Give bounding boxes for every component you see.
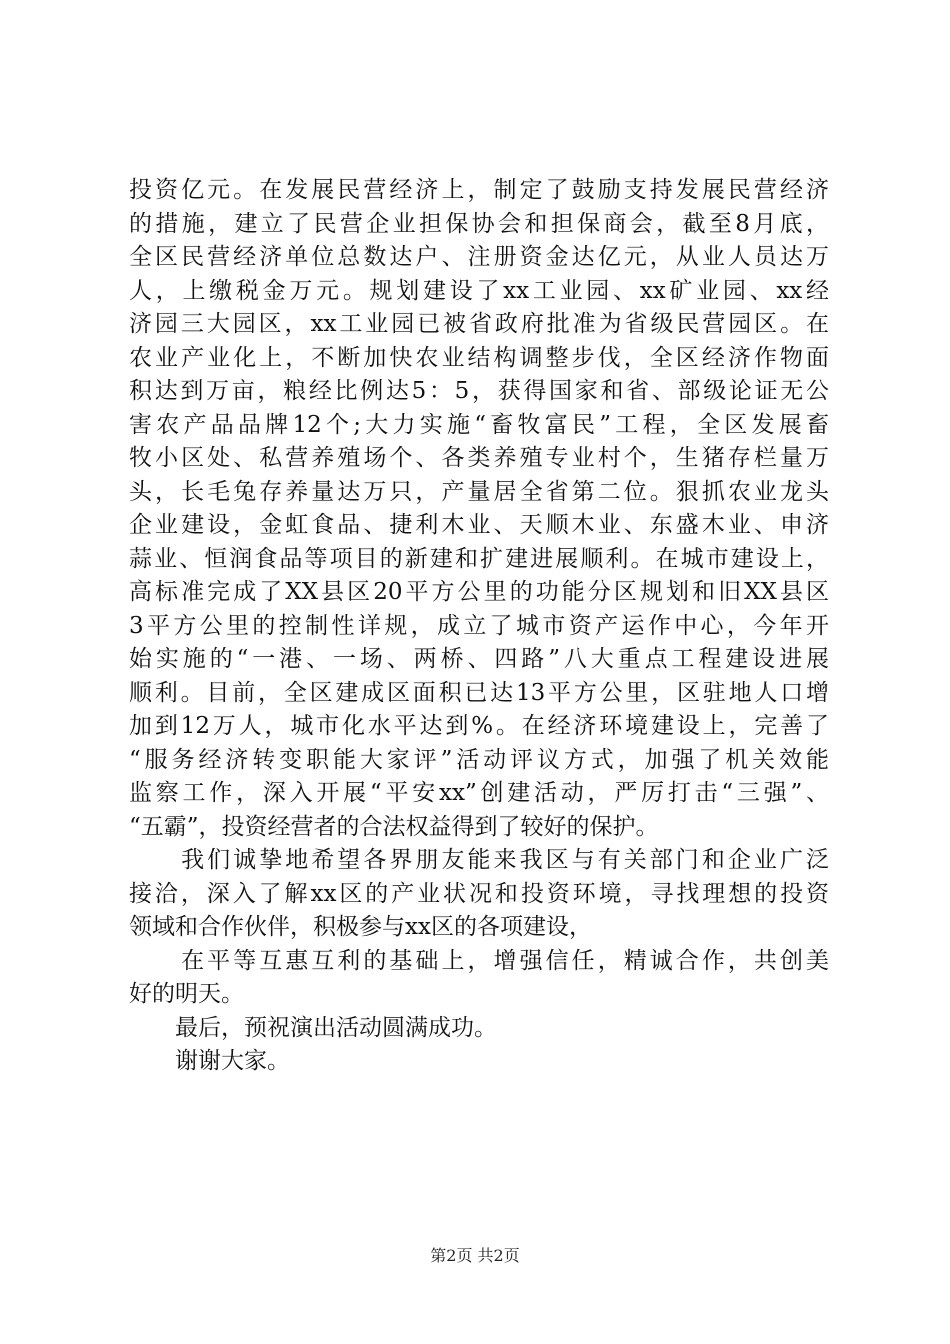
text-line: 农业产业化上，不断加快农业结构调整步伐，全区经济作物面 xyxy=(129,344,829,371)
text-line: 谢谢大家。 xyxy=(129,1048,290,1074)
text-line: 领域和合作伙伴，积极参与xx区的各项建设， xyxy=(129,914,592,940)
page-footer: 第2页 共2页 xyxy=(430,1246,520,1265)
text-line: 的措施，建立了民营企业担保协会和担保商会，截至8月底， xyxy=(129,210,829,237)
text-line: 我们诚挚地希望各界朋友能来我区与有关部门和企业广泛 xyxy=(129,847,829,873)
text-line: 最后，预祝演出活动圆满成功。 xyxy=(129,1014,497,1041)
text-line: 在平等互惠互利的基础上，增强信任，精诚合作，共创美 xyxy=(129,947,829,974)
text-line: 高标准完成了XX县区20平方公里的功能分区规划和旧XX县区 xyxy=(129,579,829,605)
text-line: “五霸”，投资经营者的合法权益得到了较好的保护。 xyxy=(129,813,659,840)
text-line: 济园三大园区，xx工业园已被省政府批准为省级民营园区。在 xyxy=(129,311,829,337)
text-line: 牧小区处、私营养殖场个、各类养殖专业村个，生猪存栏量万 xyxy=(129,445,829,471)
text-line: 蒜业、恒润食品等项目的新建和扩建进展顺利。在城市建设上， xyxy=(129,545,829,572)
text-line: 害农产品品牌12个;大力实施“畜牧富民”工程，全区发展畜 xyxy=(129,411,829,438)
body-text xyxy=(129,174,829,1079)
text-line: 投资亿元。在发展民营经济上，制定了鼓励支持发展民营经济 xyxy=(129,177,829,203)
text-line: “服务经济转变职能大家评”活动评议方式，加强了机关效能 xyxy=(129,746,829,773)
text-line: 3平方公里的控制性详规，成立了城市资产运作中心，今年开 xyxy=(129,612,829,639)
text-line: 积达到万亩，粮经比例达5：5，获得国家和省、部级论证无公 xyxy=(129,378,829,404)
text-line: 接洽，深入了解xx区的产业状况和投资环境，寻找理想的投资 xyxy=(129,880,829,907)
text-line: 好的明天。 xyxy=(129,981,244,1007)
text-line: 企业建设，金虹食品、捷利木业、天顺木业、东盛木业、申济 xyxy=(129,512,829,538)
text-line: 监察工作，深入开展“平安xx”创建活动，严厉打击“三强”、 xyxy=(129,780,829,806)
text-line: 始实施的“一港、一场、两桥、四路”八大重点工程建设进展 xyxy=(129,646,829,672)
text-line: 头，长毛兔存养量达万只，产量居全省第二位。狠抓农业龙头 xyxy=(129,478,829,505)
text-line: 顺利。目前，全区建成区面积已达13平方公里，区驻地人口增 xyxy=(129,679,829,706)
text-line: 加到12万人，城市化水平达到%。在经济环境建设上，完善了 xyxy=(129,713,829,739)
text-line: 人，上缴税金万元。规划建设了xx工业园、xx矿业园、xx经 xyxy=(129,277,829,304)
text-line: 全区民营经济单位总数达户、注册资金达亿元，从业人员达万 xyxy=(129,244,829,270)
